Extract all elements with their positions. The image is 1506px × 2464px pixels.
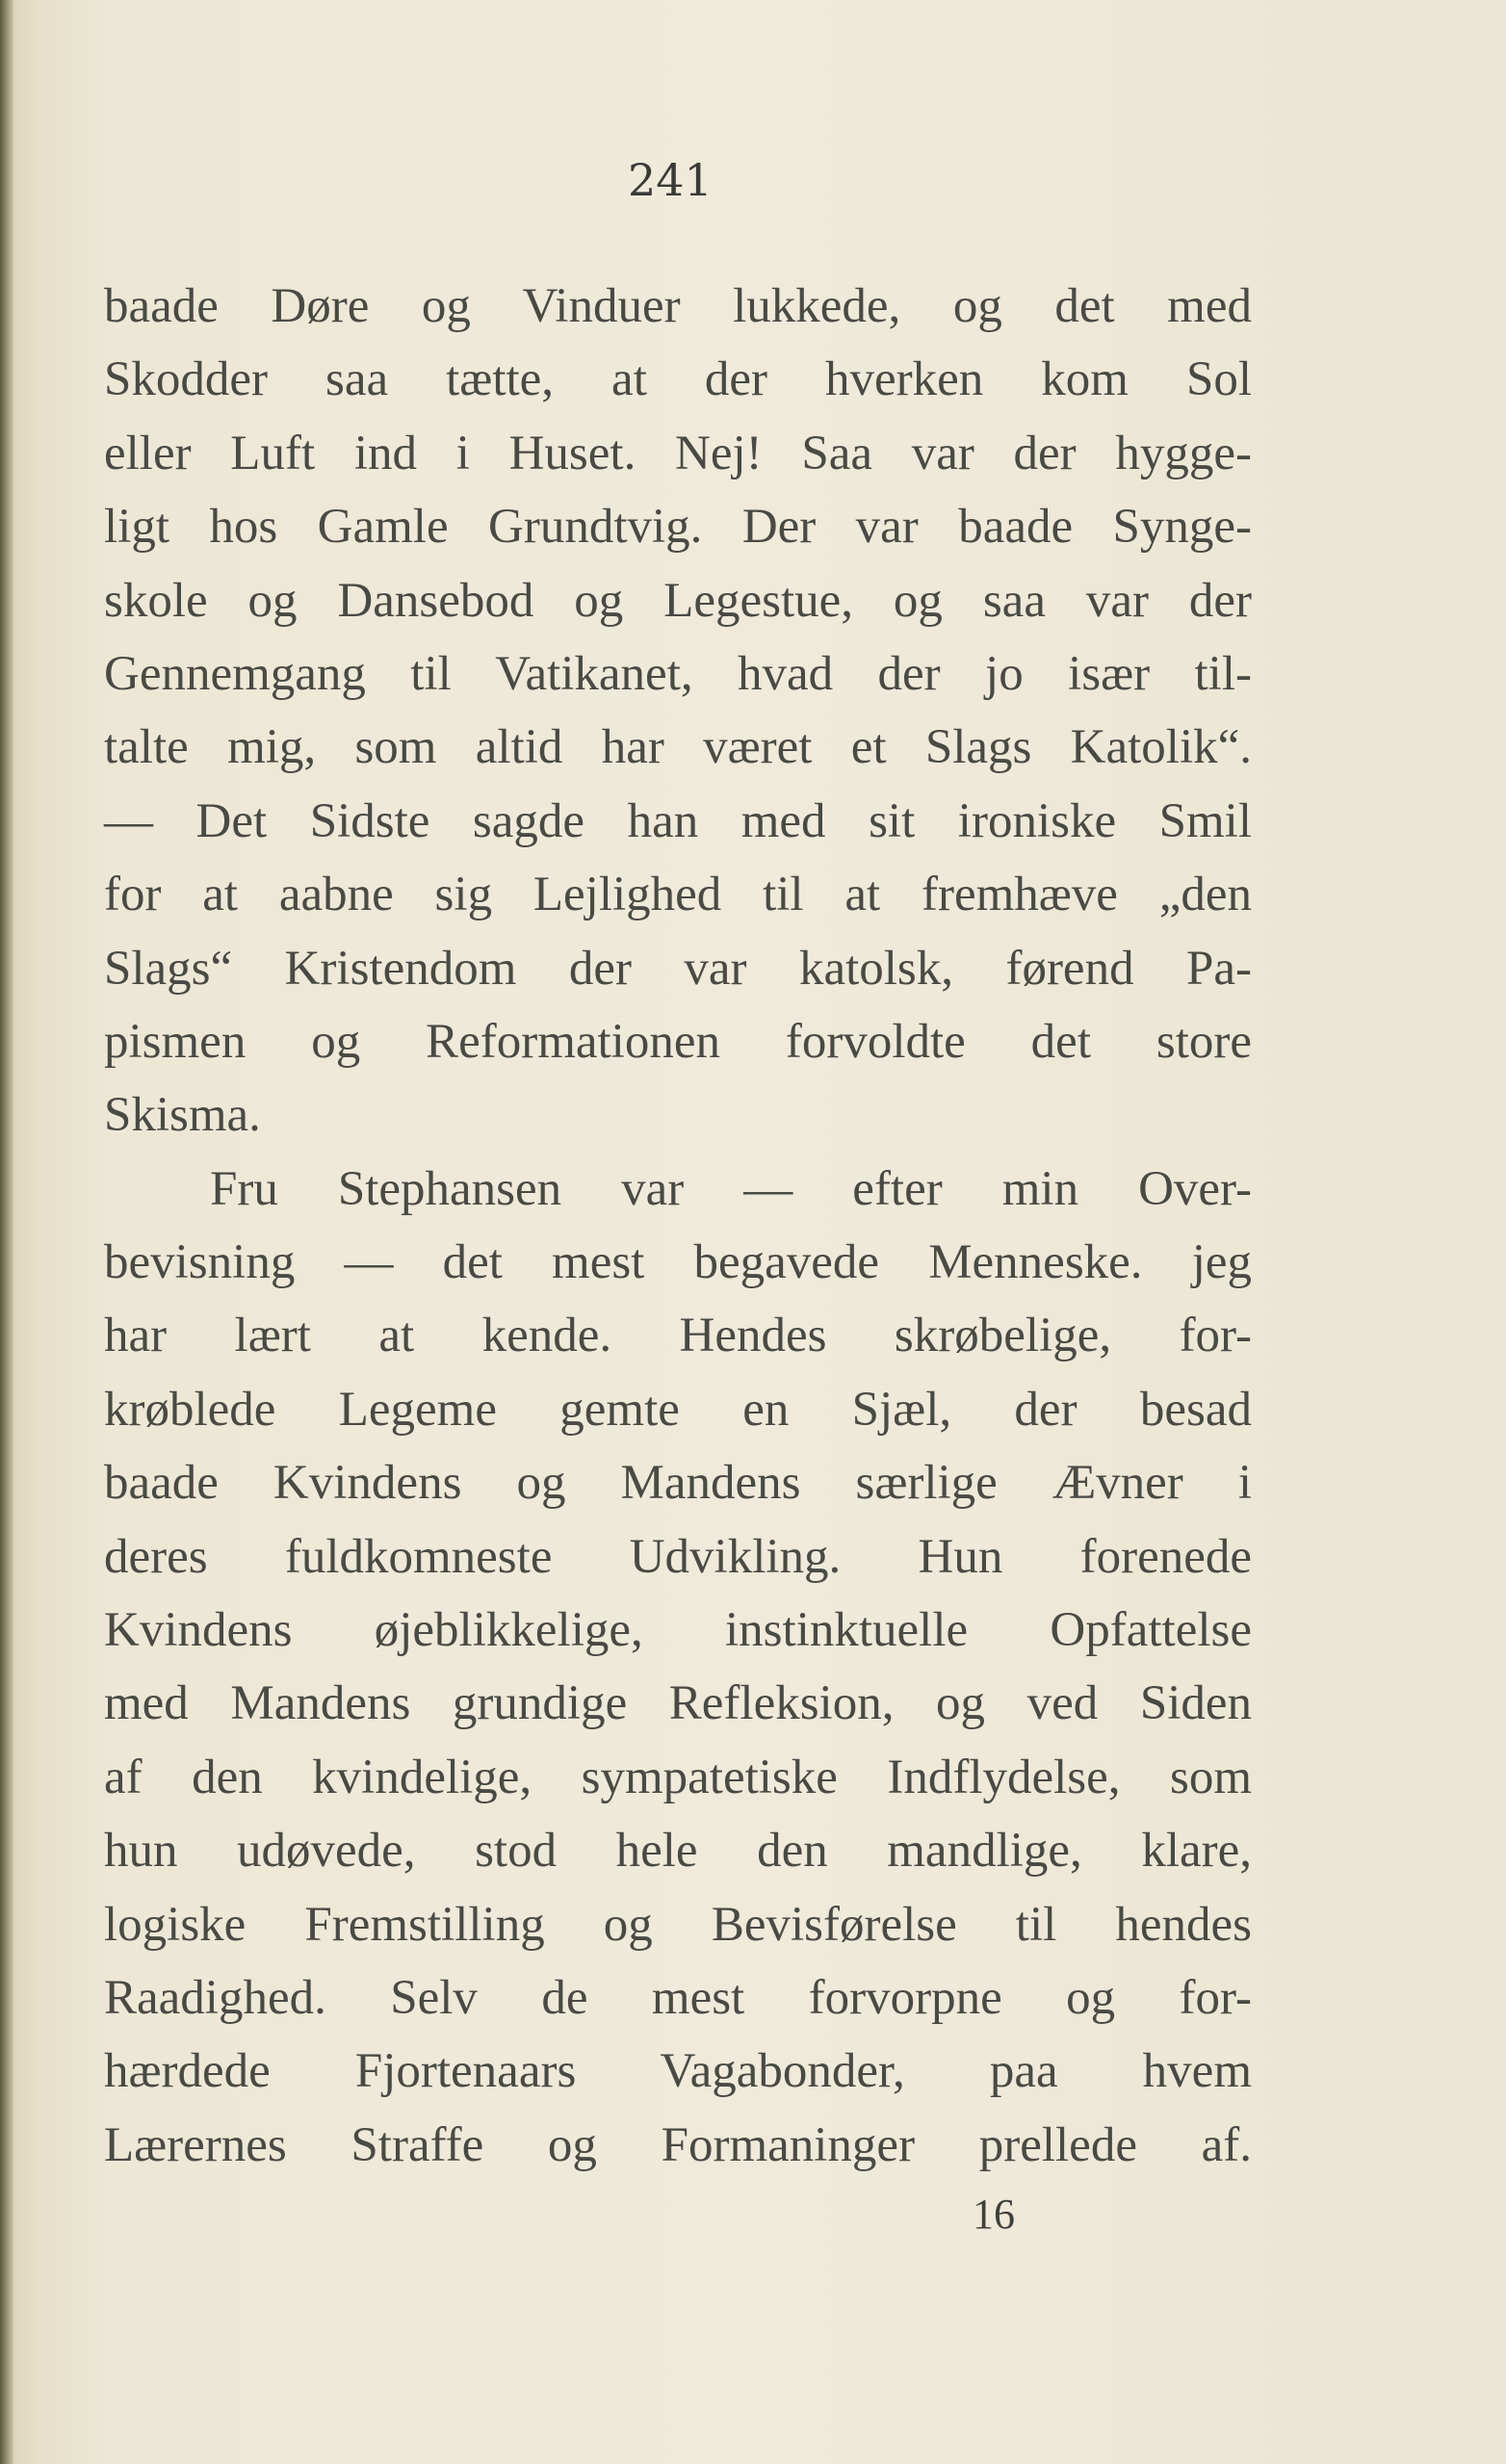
text-line: hun udøvede, stod hele den mandlige, klare, <box>104 1824 1252 1879</box>
page-number: 241 <box>628 154 713 206</box>
signature-mark: 16 <box>973 2191 1015 2238</box>
text-line: — Det Sidste sagde han med sit ironiske Smil <box>104 793 1252 848</box>
text-line: Gennemgang til Vatikanet, hvad der jo især til- <box>104 646 1252 701</box>
text-line: Skodder saa tætte, at der hverken kom Sol <box>104 352 1252 407</box>
text-line: krøblede Legeme gemte en Sjæl, der besad <box>104 1382 1252 1437</box>
text-line: har lært at kende. Hendes skrøbelige, for- <box>104 1309 1252 1363</box>
text-line-paragraph-start: Fru Stephansen var — efter min Over- <box>210 1161 1252 1216</box>
text-line: ligt hos Gamle Grundtvig. Der var baade Synge- <box>104 500 1252 555</box>
text-line: baade Døre og Vinduer lukkede, og det med <box>104 279 1252 333</box>
text-line: Kvindens øjeblikkelige, instinktuelle Opfattelse <box>104 1603 1252 1658</box>
text-line: med Mandens grundige Refleksion, og ved Siden <box>104 1676 1252 1731</box>
text-line: Lærernes Straffe og Formaninger prellede af. <box>104 2117 1252 2172</box>
body-text <box>104 270 1252 2182</box>
text-line: pismen og Reformationen forvoldte det store <box>104 1014 1252 1069</box>
text-line: Raadighed. Selv de mest forvorpne og for- <box>104 1970 1252 2025</box>
text-line: af den kvindelige, sympatetiske Indflydelse, som <box>104 1750 1252 1804</box>
text-line: bevisning — det mest begavede Menneske. jeg <box>104 1235 1252 1290</box>
text-line: baade Kvindens og Mandens særlige Ævner i <box>104 1456 1252 1511</box>
text-line: Slags“ Kristendom der var katolsk, førend Pa- <box>104 941 1252 996</box>
text-line: hærdede Fjortenaars Vagabonder, paa hvem <box>104 2044 1252 2099</box>
text-line: talte mig, som altid har været et Slags Katolik“. <box>104 720 1252 775</box>
text-line: skole og Dansebod og Legestue, og saa var der <box>104 573 1252 628</box>
text-line: for at aabne sig Lejlighed til at fremhæve „den <box>104 868 1252 922</box>
text-line: eller Luft ind i Huset. Nej! Saa var der hygge- <box>104 426 1252 480</box>
text-line: Skisma. <box>104 1088 261 1143</box>
page-spine-edge <box>0 0 13 2464</box>
text-line: logiske Fremstilling og Bevisførelse til hendes <box>104 1897 1252 1952</box>
text-line: deres fuldkomneste Udvikling. Hun forenede <box>104 1529 1252 1584</box>
